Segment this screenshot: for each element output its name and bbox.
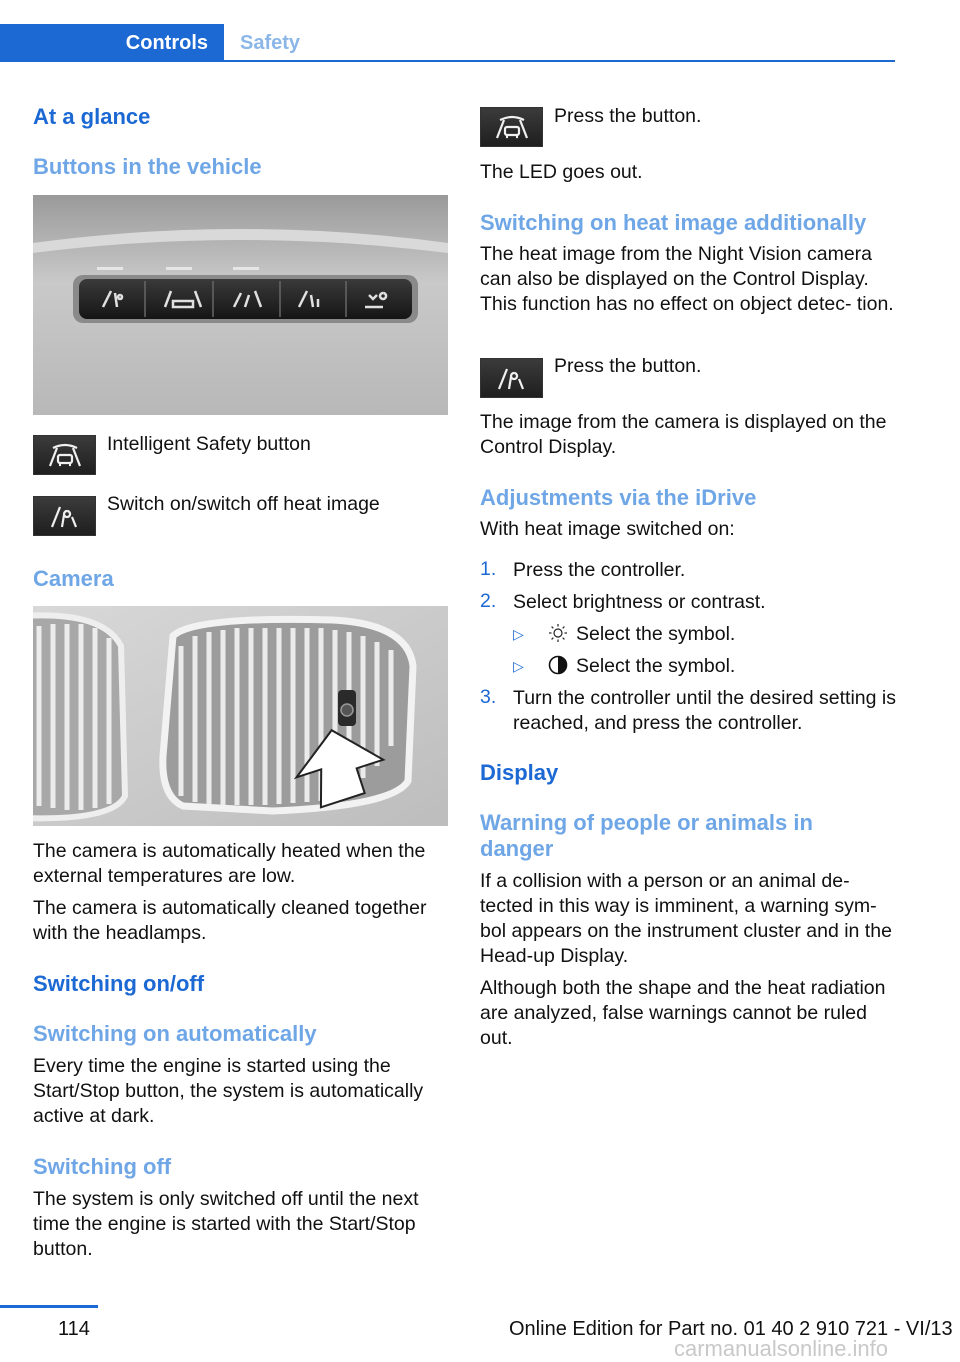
- camera-paragraph-2: The camera is automatically cleaned together with the headlamps.: [33, 897, 427, 944]
- press-button-text-1: Press the button.: [554, 105, 702, 127]
- heading-switching-off: Switching off: [33, 1154, 172, 1179]
- heading-buttons-in-vehicle: Buttons in the vehicle: [33, 154, 262, 179]
- heading-camera: Camera: [33, 566, 114, 591]
- header-tabbar: [0, 24, 895, 62]
- camera-grille-photo: [33, 606, 448, 826]
- tab-divider: [0, 60, 895, 62]
- step-text: Turn the controller until the desired setting is reached, and press the controller.: [513, 687, 896, 734]
- warning-paragraph-2: Although both the shape and the heat radiation are analyzed, false warnings cannot be ruled out.: [480, 977, 886, 1049]
- contrast-icon: [548, 655, 568, 680]
- adjustments-intro: With heat image switched on:: [480, 518, 735, 540]
- intelligent-safety-icon: [480, 107, 543, 147]
- warning-paragraph-1: If a collision with a person or an animal de‐ tected in this way is imminent, a warning sym‐ bol appears on the instrument cluster and in the Head-up Display.: [480, 870, 892, 967]
- heat-image-paragraph: The heat image from the Night Vision camera can also be displayed on the Control Display. This function has no effect on object detec‐ tion.: [480, 243, 894, 315]
- substep-text: Select the symbol.: [576, 623, 736, 645]
- heat-image-icon: [33, 496, 96, 536]
- step-number: 3.: [480, 686, 497, 708]
- edition-text: Online Edition for Part no. 01 40 2 910 721 - VI/13: [509, 1318, 953, 1340]
- heading-switching-on-automatically: Switching on automatically: [33, 1021, 317, 1046]
- heading-heat-image-additionally: Switching on heat image additionally: [480, 210, 867, 235]
- step-number: 2.: [480, 590, 497, 612]
- off-paragraph: The system is only switched off until the next time the engine is started with the Start/Stop button.: [33, 1188, 419, 1260]
- heading-warning-people-animals: Warning of people or animals in danger: [480, 810, 813, 861]
- footer-rule: [0, 1305, 98, 1308]
- watermark: carmanualsonline.info: [674, 1336, 889, 1361]
- heading-display: Display: [480, 760, 559, 785]
- heading-at-a-glance: At a glance: [33, 104, 151, 129]
- step-text: Select brightness or contrast.: [513, 591, 766, 613]
- substep-marker: ▷: [513, 626, 524, 642]
- tab-controls[interactable]: Controls: [0, 24, 224, 62]
- tab-safety[interactable]: Safety: [240, 32, 301, 54]
- auto-paragraph: Every time the engine is started using the Start/Stop button, the system is automatically active at dark.: [33, 1055, 424, 1127]
- brightness-icon: [548, 623, 568, 648]
- press-button-text-2: Press the button.: [554, 355, 702, 377]
- heading-switching-on-off: Switching on/off: [33, 971, 205, 996]
- camera-paragraph-1: The camera is automatically heated when the external temperatures are low.: [33, 840, 426, 887]
- intelligent-safety-icon: [33, 435, 96, 475]
- step-text: Press the controller.: [513, 559, 686, 581]
- substep-marker: ▷: [513, 658, 524, 674]
- legend-text-heat-image: Switch on/switch off heat image: [107, 493, 380, 515]
- button-panel-photo: [33, 195, 448, 415]
- heat-image-icon: [480, 358, 543, 398]
- step-number: 1.: [480, 558, 497, 580]
- substep-text: Select the symbol.: [576, 655, 736, 677]
- heading-adjustments-idrive: Adjustments via the iDrive: [480, 485, 757, 510]
- page-number: 114: [58, 1318, 90, 1340]
- legend-text-intelligent-safety: Intelligent Safety button: [107, 433, 311, 455]
- led-goes-out-text: The LED goes out.: [480, 161, 643, 183]
- image-displayed-paragraph: The image from the camera is displayed on the Control Display.: [480, 411, 887, 458]
